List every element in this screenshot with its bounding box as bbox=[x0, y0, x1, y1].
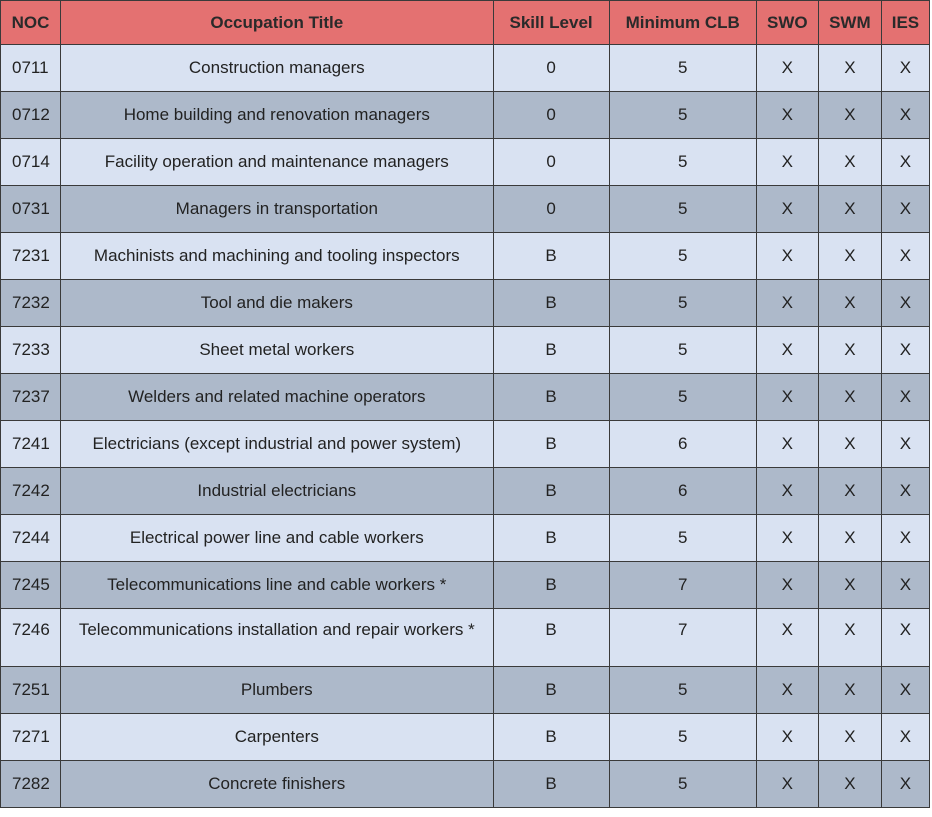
ies-cell: X bbox=[881, 468, 929, 515]
swm-cell: X bbox=[818, 233, 881, 280]
swo-cell: X bbox=[756, 714, 818, 761]
ies-cell: X bbox=[881, 609, 929, 667]
swm-cell: X bbox=[818, 45, 881, 92]
swo-cell: X bbox=[756, 92, 818, 139]
noc-cell: 7245 bbox=[1, 562, 61, 609]
occupation-title-cell: Concrete finishers bbox=[61, 761, 493, 808]
table-header-row bbox=[1, 1, 930, 45]
occupation-title-cell: Electrical power line and cable workers bbox=[61, 515, 493, 562]
minimum-clb-cell: 5 bbox=[609, 280, 756, 327]
table-row bbox=[1, 667, 930, 714]
swm-cell: X bbox=[818, 186, 881, 233]
skill-level-cell: B bbox=[493, 374, 609, 421]
skill-level-cell: B bbox=[493, 468, 609, 515]
swo-cell: X bbox=[756, 761, 818, 808]
skill-level-cell: B bbox=[493, 421, 609, 468]
minimum-clb-cell: 5 bbox=[609, 327, 756, 374]
skill-level-cell: B bbox=[493, 280, 609, 327]
minimum-clb-cell: 7 bbox=[609, 609, 756, 667]
noc-cell: 7244 bbox=[1, 515, 61, 562]
table-body bbox=[1, 45, 930, 808]
ies-cell: X bbox=[881, 562, 929, 609]
occupation-title-cell: Telecommunications installation and repair workers * bbox=[61, 609, 493, 667]
occupation-title-cell: Machinists and machining and tooling inspectors bbox=[61, 233, 493, 280]
ies-cell: X bbox=[881, 761, 929, 808]
noc-cell: 0712 bbox=[1, 92, 61, 139]
swm-cell: X bbox=[818, 327, 881, 374]
swm-cell: X bbox=[818, 562, 881, 609]
skill-level-cell: B bbox=[493, 714, 609, 761]
minimum-clb-cell: 5 bbox=[609, 139, 756, 186]
occupation-title-cell: Managers in transportation bbox=[61, 186, 493, 233]
noc-cell: 7233 bbox=[1, 327, 61, 374]
table-row bbox=[1, 562, 930, 609]
skill-level-cell: B bbox=[493, 327, 609, 374]
table-row bbox=[1, 327, 930, 374]
skill-level-cell: 0 bbox=[493, 139, 609, 186]
minimum-clb-cell: 5 bbox=[609, 761, 756, 808]
table-row bbox=[1, 233, 930, 280]
minimum-clb-cell: 5 bbox=[609, 233, 756, 280]
noc-cell: 7282 bbox=[1, 761, 61, 808]
minimum-clb-cell: 5 bbox=[609, 714, 756, 761]
noc-cell: 0711 bbox=[1, 45, 61, 92]
occupation-title-cell: Plumbers bbox=[61, 667, 493, 714]
ies-cell: X bbox=[881, 280, 929, 327]
swm-cell: X bbox=[818, 92, 881, 139]
skill-level-cell: B bbox=[493, 609, 609, 667]
skill-level-cell: 0 bbox=[493, 45, 609, 92]
skill-level-cell: B bbox=[493, 667, 609, 714]
noc-cell: 7241 bbox=[1, 421, 61, 468]
swm-cell: X bbox=[818, 280, 881, 327]
minimum-clb-cell: 6 bbox=[609, 421, 756, 468]
skill-level-cell: B bbox=[493, 562, 609, 609]
header-minimum-clb: Minimum CLB bbox=[609, 1, 756, 45]
ies-cell: X bbox=[881, 233, 929, 280]
swo-cell: X bbox=[756, 609, 818, 667]
swo-cell: X bbox=[756, 233, 818, 280]
occupation-title-cell: Facility operation and maintenance managers bbox=[61, 139, 493, 186]
noc-cell: 7237 bbox=[1, 374, 61, 421]
table-row bbox=[1, 45, 930, 92]
swm-cell: X bbox=[818, 468, 881, 515]
table-row bbox=[1, 421, 930, 468]
swo-cell: X bbox=[756, 139, 818, 186]
swo-cell: X bbox=[756, 327, 818, 374]
swo-cell: X bbox=[756, 515, 818, 562]
swm-cell: X bbox=[818, 374, 881, 421]
minimum-clb-cell: 5 bbox=[609, 45, 756, 92]
skill-level-cell: 0 bbox=[493, 92, 609, 139]
skill-level-cell: B bbox=[493, 515, 609, 562]
minimum-clb-cell: 5 bbox=[609, 186, 756, 233]
swm-cell: X bbox=[818, 761, 881, 808]
swo-cell: X bbox=[756, 562, 818, 609]
header-skill-level: Skill Level bbox=[493, 1, 609, 45]
table-row bbox=[1, 92, 930, 139]
noc-cell: 7246 bbox=[1, 609, 61, 667]
occupation-title-cell: Welders and related machine operators bbox=[61, 374, 493, 421]
table-row bbox=[1, 515, 930, 562]
swo-cell: X bbox=[756, 421, 818, 468]
noc-cell: 7271 bbox=[1, 714, 61, 761]
occupation-title-cell: Telecommunications line and cable workers * bbox=[61, 562, 493, 609]
ies-cell: X bbox=[881, 139, 929, 186]
header-occupation-title: Occupation Title bbox=[61, 1, 493, 45]
occupation-title-cell: Industrial electricians bbox=[61, 468, 493, 515]
skill-level-cell: B bbox=[493, 761, 609, 808]
noc-cell: 0714 bbox=[1, 139, 61, 186]
table-row bbox=[1, 761, 930, 808]
minimum-clb-cell: 7 bbox=[609, 562, 756, 609]
ies-cell: X bbox=[881, 667, 929, 714]
swo-cell: X bbox=[756, 186, 818, 233]
swo-cell: X bbox=[756, 667, 818, 714]
ies-cell: X bbox=[881, 515, 929, 562]
minimum-clb-cell: 5 bbox=[609, 667, 756, 714]
table-row bbox=[1, 374, 930, 421]
swo-cell: X bbox=[756, 280, 818, 327]
ies-cell: X bbox=[881, 45, 929, 92]
occupation-title-cell: Sheet metal workers bbox=[61, 327, 493, 374]
table-row bbox=[1, 609, 930, 667]
occupation-title-cell: Home building and renovation managers bbox=[61, 92, 493, 139]
ies-cell: X bbox=[881, 374, 929, 421]
swm-cell: X bbox=[818, 609, 881, 667]
table-row bbox=[1, 714, 930, 761]
noc-cell: 7251 bbox=[1, 667, 61, 714]
noc-cell: 0731 bbox=[1, 186, 61, 233]
table-row bbox=[1, 186, 930, 233]
ies-cell: X bbox=[881, 421, 929, 468]
ies-cell: X bbox=[881, 186, 929, 233]
noc-cell: 7232 bbox=[1, 280, 61, 327]
header-ies: IES bbox=[881, 1, 929, 45]
minimum-clb-cell: 5 bbox=[609, 515, 756, 562]
ies-cell: X bbox=[881, 714, 929, 761]
header-swo: SWO bbox=[756, 1, 818, 45]
occupation-title-cell: Carpenters bbox=[61, 714, 493, 761]
minimum-clb-cell: 5 bbox=[609, 92, 756, 139]
header-swm: SWM bbox=[818, 1, 881, 45]
swm-cell: X bbox=[818, 515, 881, 562]
table-row bbox=[1, 468, 930, 515]
occupation-title-cell: Tool and die makers bbox=[61, 280, 493, 327]
swo-cell: X bbox=[756, 468, 818, 515]
swm-cell: X bbox=[818, 667, 881, 714]
ies-cell: X bbox=[881, 92, 929, 139]
table-row bbox=[1, 280, 930, 327]
noc-cell: 7242 bbox=[1, 468, 61, 515]
swm-cell: X bbox=[818, 139, 881, 186]
swo-cell: X bbox=[756, 45, 818, 92]
minimum-clb-cell: 6 bbox=[609, 468, 756, 515]
header-noc: NOC bbox=[1, 1, 61, 45]
skill-level-cell: 0 bbox=[493, 186, 609, 233]
occupation-title-cell: Construction managers bbox=[61, 45, 493, 92]
swm-cell: X bbox=[818, 714, 881, 761]
noc-cell: 7231 bbox=[1, 233, 61, 280]
occupation-title-cell: Electricians (except industrial and power system) bbox=[61, 421, 493, 468]
table-row bbox=[1, 139, 930, 186]
skill-level-cell: B bbox=[493, 233, 609, 280]
swo-cell: X bbox=[756, 374, 818, 421]
minimum-clb-cell: 5 bbox=[609, 374, 756, 421]
ies-cell: X bbox=[881, 327, 929, 374]
swm-cell: X bbox=[818, 421, 881, 468]
